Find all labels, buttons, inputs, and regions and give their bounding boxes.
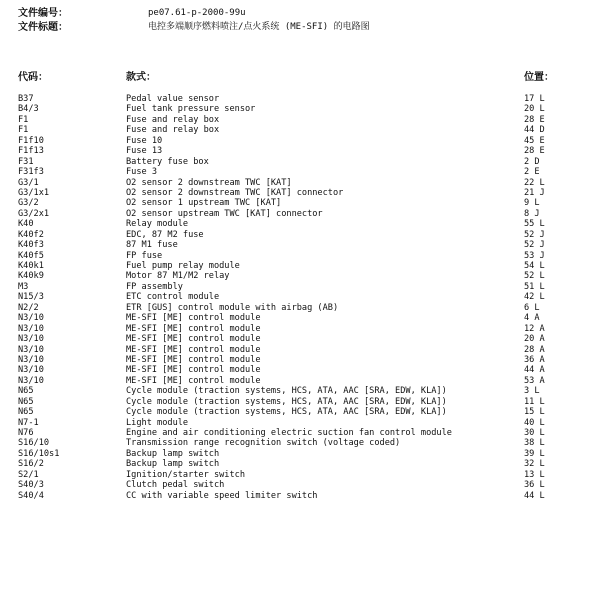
component-position: 44 D xyxy=(524,125,545,136)
component-description: Fuse and relay box xyxy=(126,125,220,136)
component-position: 20 A xyxy=(524,334,545,345)
list-item xyxy=(0,94,602,104)
list-item xyxy=(0,209,602,219)
component-position: 13 L xyxy=(524,469,545,480)
column-header-description: 款式： xyxy=(126,72,156,83)
component-code: K40f2 xyxy=(18,229,44,240)
list-item xyxy=(0,178,602,188)
list-item xyxy=(0,271,602,281)
component-description: ME-SFI [ME] control module xyxy=(126,375,261,386)
component-code: F1f10 xyxy=(18,135,44,146)
component-description: Cycle module (traction systems, HCS, ATA, AAC [SRA, EDW, KLA]) xyxy=(126,386,447,397)
list-item xyxy=(0,345,602,355)
component-description: Ignition/starter switch xyxy=(126,469,245,480)
component-position: 52 J xyxy=(524,240,545,251)
component-position: 53 J xyxy=(524,250,545,261)
component-position: 20 L xyxy=(524,104,545,115)
component-description: Battery fuse box xyxy=(126,156,209,167)
component-code: F1 xyxy=(18,114,29,125)
list-item xyxy=(0,157,602,167)
component-position: 12 A xyxy=(524,323,545,334)
component-code: B37 xyxy=(18,94,34,104)
list-item xyxy=(0,136,602,146)
component-position: 9 L xyxy=(524,198,540,209)
component-description: Fuse 13 xyxy=(126,146,163,157)
component-code: K40f3 xyxy=(18,240,44,251)
list-item xyxy=(0,438,602,448)
list-item xyxy=(0,115,602,125)
list-item xyxy=(0,428,602,438)
component-description: ME-SFI [ME] control module xyxy=(126,365,261,376)
component-description: Clutch pedal switch xyxy=(126,480,225,491)
list-item xyxy=(0,334,602,344)
component-description: 87 M1 fuse xyxy=(126,240,178,251)
list-item xyxy=(0,282,602,292)
component-code: S16/2 xyxy=(18,459,44,470)
component-position: 2 D xyxy=(524,156,540,167)
component-code: N2/2 xyxy=(18,302,39,313)
component-description: Fuse 3 xyxy=(126,167,158,178)
component-code: N3/10 xyxy=(18,313,44,324)
list-item xyxy=(0,313,602,323)
component-description: FP assembly xyxy=(126,281,183,292)
component-code: N3/10 xyxy=(18,334,44,345)
component-description: O2 sensor 2 downstream TWC [KAT] connector xyxy=(126,187,344,198)
component-list xyxy=(0,94,602,501)
component-description: Fuse and relay box xyxy=(126,114,220,125)
list-item xyxy=(0,470,602,480)
list-item xyxy=(0,188,602,198)
component-description: Engine and air conditioning electric suction fan control module xyxy=(126,428,452,438)
list-item xyxy=(0,292,602,302)
list-item xyxy=(0,491,602,501)
component-description: CC with variable speed limiter switch xyxy=(126,490,318,501)
list-item xyxy=(0,104,602,114)
column-header-position: 位置： xyxy=(524,72,554,83)
component-code: S40/3 xyxy=(18,480,44,491)
component-description: Fuel tank pressure sensor xyxy=(126,104,256,115)
component-code: G3/2 xyxy=(18,198,39,209)
component-position: 40 L xyxy=(524,417,545,428)
component-code: K40k9 xyxy=(18,271,44,282)
list-item xyxy=(0,418,602,428)
component-code: K40 xyxy=(18,219,34,230)
component-description: ME-SFI [ME] control module xyxy=(126,313,261,324)
component-position: 54 L xyxy=(524,261,545,271)
list-item xyxy=(0,230,602,240)
component-description: O2 sensor upstream TWC [KAT] connector xyxy=(126,208,323,219)
component-position: 15 L xyxy=(524,407,545,418)
component-code: N7-1 xyxy=(18,417,39,428)
component-code: N15/3 xyxy=(18,292,44,303)
component-position: 6 L xyxy=(524,302,540,313)
component-code: F1f13 xyxy=(18,146,44,157)
list-item xyxy=(0,167,602,177)
component-position: 2 E xyxy=(524,167,540,178)
component-position: 4 A xyxy=(524,313,540,324)
component-description: ME-SFI [ME] control module xyxy=(126,354,261,365)
component-position: 44 L xyxy=(524,490,545,501)
component-code: B4/3 xyxy=(18,104,39,115)
component-position: 28 E xyxy=(524,114,545,125)
list-item xyxy=(0,303,602,313)
list-item xyxy=(0,240,602,250)
component-position: 42 L xyxy=(524,292,545,303)
component-position: 17 L xyxy=(524,94,545,104)
component-code: F31f3 xyxy=(18,167,44,178)
component-position: 55 L xyxy=(524,219,545,230)
component-description: Fuse 10 xyxy=(126,135,163,146)
column-header-code: 代码： xyxy=(18,72,48,83)
component-code: N76 xyxy=(18,428,34,438)
component-position: 52 L xyxy=(524,271,545,282)
component-position: 21 J xyxy=(524,187,545,198)
component-position: 39 L xyxy=(524,448,545,459)
list-item xyxy=(0,376,602,386)
component-position: 52 J xyxy=(524,229,545,240)
component-description: FP fuse xyxy=(126,250,163,261)
list-item xyxy=(0,219,602,229)
component-code: N3/10 xyxy=(18,354,44,365)
component-code: M3 xyxy=(18,281,29,292)
component-code: S16/10s1 xyxy=(18,448,60,459)
component-position: 36 L xyxy=(524,480,545,491)
component-code: N65 xyxy=(18,396,34,407)
list-item xyxy=(0,125,602,135)
component-position: 11 L xyxy=(524,396,545,407)
component-position: 30 L xyxy=(524,428,545,438)
component-code: K40f5 xyxy=(18,250,44,261)
document-title-label: 文件标题： xyxy=(18,22,68,33)
component-code: K40k1 xyxy=(18,261,44,271)
document-number-label: 文件编号： xyxy=(18,8,68,19)
component-description: O2 sensor 2 downstream TWC [KAT] xyxy=(126,177,292,188)
component-code: N65 xyxy=(18,407,34,418)
component-code: N3/10 xyxy=(18,365,44,376)
list-item xyxy=(0,397,602,407)
component-position: 38 L xyxy=(524,438,545,449)
component-code: G3/2x1 xyxy=(18,208,50,219)
component-description: Cycle module (traction systems, HCS, ATA, AAC [SRA, EDW, KLA]) xyxy=(126,407,447,418)
document-number-value: pe07.61-p-2000-99u xyxy=(148,8,246,18)
component-description: ME-SFI [ME] control module xyxy=(126,334,261,345)
list-item xyxy=(0,449,602,459)
component-description: Motor 87 M1/M2 relay xyxy=(126,271,230,282)
list-item xyxy=(0,386,602,396)
list-item xyxy=(0,365,602,375)
component-description: Pedal value sensor xyxy=(126,94,220,104)
component-code: F31 xyxy=(18,156,34,167)
component-description: ETC control module xyxy=(126,292,220,303)
component-description: Transmission range recognition switch (voltage coded) xyxy=(126,438,401,449)
list-item xyxy=(0,480,602,490)
list-item xyxy=(0,261,602,271)
component-description: O2 sensor 1 upstream TWC [KAT] xyxy=(126,198,282,209)
component-position: 45 E xyxy=(524,135,545,146)
component-code: S2/1 xyxy=(18,469,39,480)
component-position: 28 E xyxy=(524,146,545,157)
component-description: Fuel pump relay module xyxy=(126,261,240,271)
component-code: S40/4 xyxy=(18,490,44,501)
list-item xyxy=(0,198,602,208)
component-code: N3/10 xyxy=(18,344,44,355)
component-description: Light module xyxy=(126,417,189,428)
list-item xyxy=(0,459,602,469)
component-position: 51 L xyxy=(524,281,545,292)
document-title-value: 电控多端顺序燃料喷注/点火系统 (ME-SFI) 的电路图 xyxy=(148,22,370,32)
component-position: 53 A xyxy=(524,375,545,386)
component-position: 32 L xyxy=(524,459,545,470)
component-position: 36 A xyxy=(524,354,545,365)
component-description: ME-SFI [ME] control module xyxy=(126,323,261,334)
list-item xyxy=(0,407,602,417)
component-position: 22 L xyxy=(524,177,545,188)
component-code: N3/10 xyxy=(18,375,44,386)
component-code: N65 xyxy=(18,386,34,397)
list-item xyxy=(0,146,602,156)
component-description: EDC, 87 M2 fuse xyxy=(126,229,204,240)
component-code: G3/1x1 xyxy=(18,187,50,198)
component-description: Backup lamp switch xyxy=(126,459,220,470)
component-code: N3/10 xyxy=(18,323,44,334)
component-position: 8 J xyxy=(524,208,540,219)
component-position: 3 L xyxy=(524,386,540,397)
component-description: ETR [GUS] control module with airbag (AB) xyxy=(126,302,339,313)
component-description: Backup lamp switch xyxy=(126,448,220,459)
list-item xyxy=(0,355,602,365)
component-code: F1 xyxy=(18,125,29,136)
component-code: G3/1 xyxy=(18,177,39,188)
component-description: Cycle module (traction systems, HCS, ATA, AAC [SRA, EDW, KLA]) xyxy=(126,396,447,407)
component-description: Relay module xyxy=(126,219,189,230)
list-item xyxy=(0,251,602,261)
component-position: 44 A xyxy=(524,365,545,376)
list-item xyxy=(0,324,602,334)
component-position: 28 A xyxy=(524,344,545,355)
component-description: ME-SFI [ME] control module xyxy=(126,344,261,355)
component-code: S16/10 xyxy=(18,438,50,449)
